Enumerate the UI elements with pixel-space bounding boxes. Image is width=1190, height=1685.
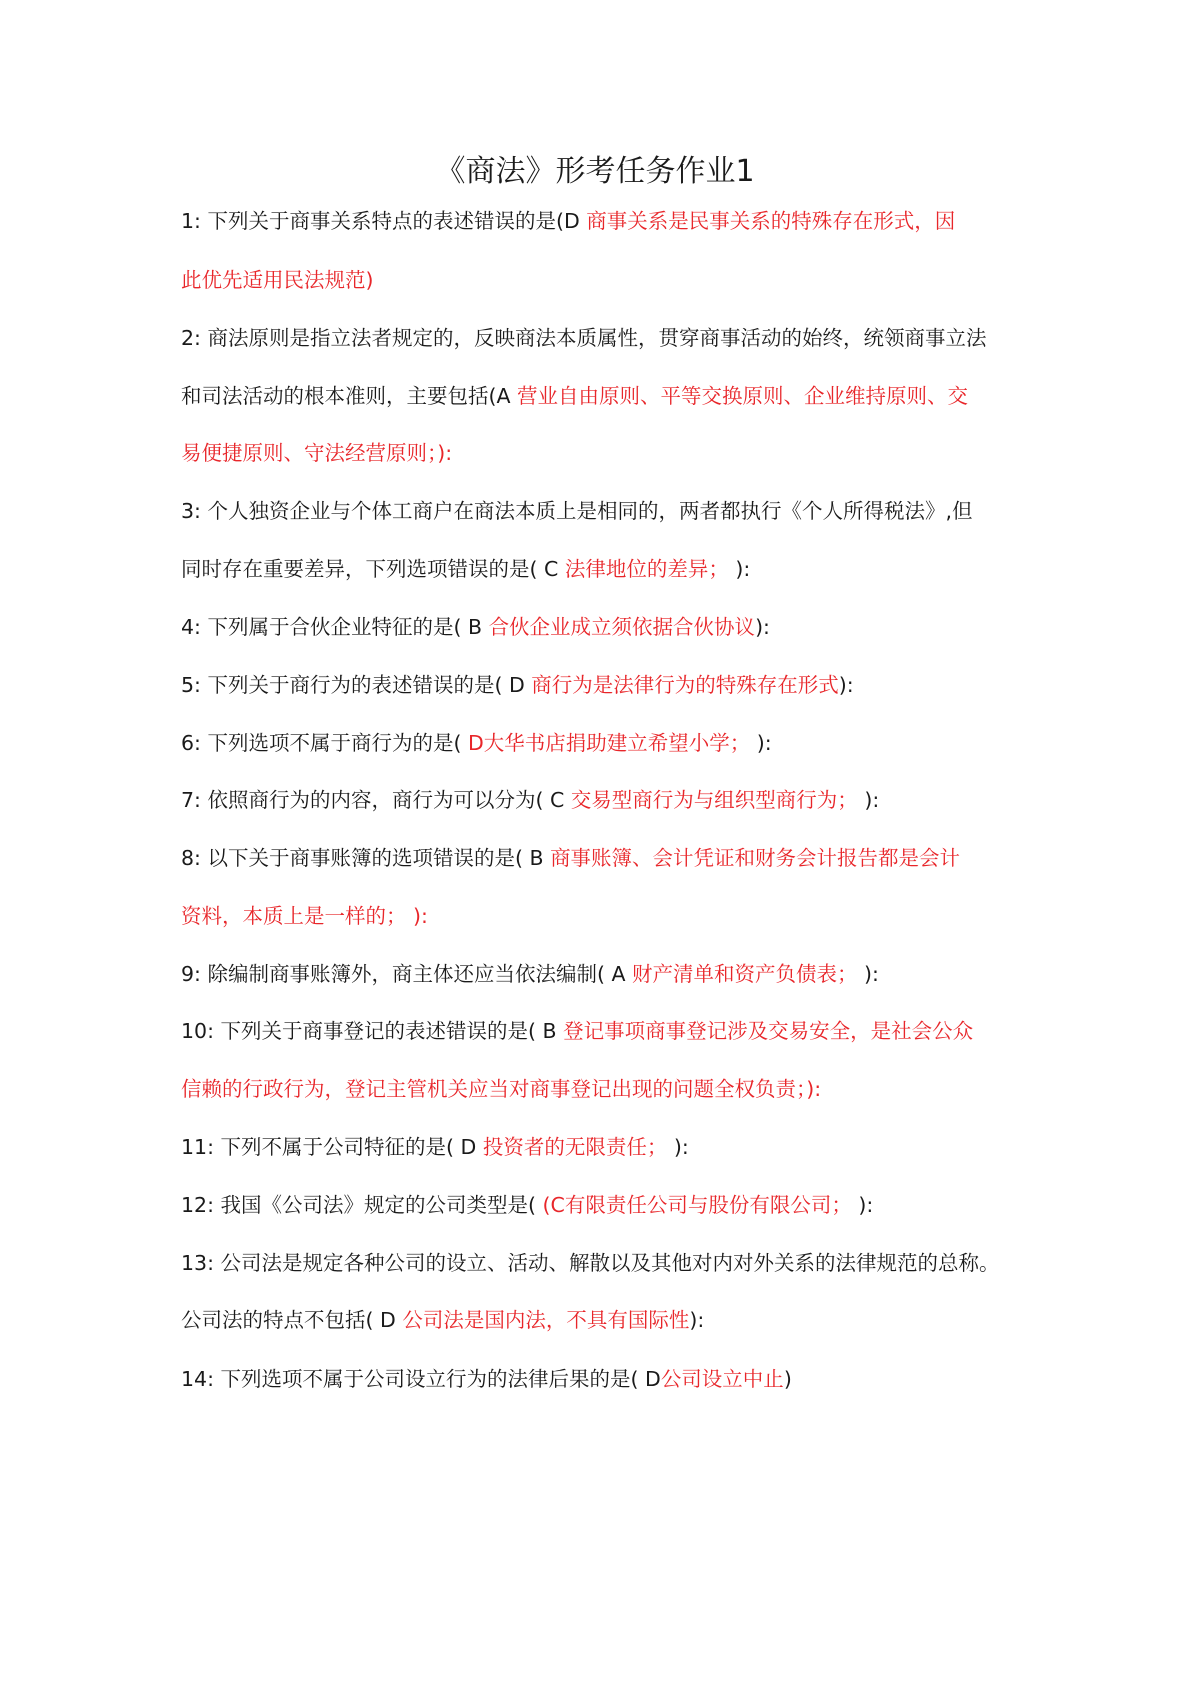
question-tail: ): (755, 615, 770, 639)
question-7 (181, 784, 1041, 816)
question-3-line-1 (181, 495, 1041, 527)
question-text: 13: 公司法是规定各种公司的设立、活动、解散以及其他对内对外关系的法律规范的总称。 (181, 1251, 1000, 1275)
question-2-line-1 (181, 322, 1041, 354)
question-text: 10: 下列关于商事登记的表述错误的是( B (181, 1019, 564, 1043)
question-tail: ): (728, 557, 751, 581)
answer-text: 交易型商行为与组织型商行为； (570, 788, 858, 812)
question-tail: ): (750, 731, 772, 755)
answer-text: 公司设立中止 (660, 1367, 784, 1391)
answer-text: 资料，本质上是一样的； ): (181, 904, 428, 928)
question-1-line-2 (181, 264, 1041, 296)
answer-text: 公司法是国内法，不具有国际性 (402, 1308, 690, 1332)
question-10-line-1 (181, 1015, 1041, 1047)
question-text: 3: 个人独资企业与个体工商户在商法本质上是相同的，两者都执行《个人所得税法》,但 (181, 499, 973, 523)
answer-text: 商事关系是民事关系的特殊存在形式，因 (586, 209, 956, 233)
question-13-line-1 (181, 1247, 1041, 1279)
question-tail: ): (857, 962, 879, 986)
question-text: 4: 下列属于合伙企业特征的是( B (181, 615, 489, 639)
answer-text: 商行为是法律行为的特殊存在形式 (531, 673, 839, 697)
question-tail: ): (689, 1308, 705, 1332)
question-9 (181, 958, 1041, 990)
question-12 (181, 1189, 1041, 1221)
answer-text: 财产清单和资产负债表； (632, 962, 858, 986)
question-6 (181, 727, 1041, 759)
question-5 (181, 669, 1041, 701)
question-text: 同时存在重要差异，下列选项错误的是( C (181, 557, 565, 581)
question-tail: ): (851, 1193, 874, 1217)
answer-text: 营业自由原则、平等交换原则、企业维持原则、交 (517, 384, 969, 408)
question-14 (181, 1363, 1041, 1395)
answer-text: 投资者的无限责任； (482, 1135, 668, 1159)
answer-text: 商事账簿、会计凭证和财务会计报告都是会计 (550, 846, 961, 870)
question-text: 12: 我国《公司法》规定的公司类型是( (181, 1193, 543, 1217)
answer-text: 信赖的行政行为，登记主管机关应当对商事登记出现的问题全权负责；): (181, 1077, 822, 1101)
question-text: 公司法的特点不包括( D (181, 1308, 403, 1332)
question-text: 7: 依照商行为的内容，商行为可以分为( C (181, 788, 571, 812)
question-text: 和司法活动的根本准则，主要包括(A (181, 384, 518, 408)
document-title: 《商法》形考任务作业1 (435, 154, 755, 189)
question-text: 11: 下列不属于公司特征的是( D (181, 1135, 483, 1159)
question-text: 8: 以下关于商事账簿的选项错误的是( B (181, 846, 551, 870)
answer-text: 合伙企业成立须依据合伙协议 (488, 615, 756, 639)
question-8-line-2 (181, 900, 1041, 932)
question-2-line-3 (181, 437, 1041, 469)
question-3-line-2 (181, 553, 1041, 585)
question-tail: ): (857, 788, 880, 812)
question-8-line-1 (181, 842, 1041, 874)
question-text: 5: 下列关于商行为的表述错误的是( D (181, 673, 532, 697)
question-13-line-2 (181, 1304, 1041, 1336)
question-text: 1: 下列关于商事关系特点的表述错误的是(D (181, 209, 587, 233)
answer-text: 易便捷原则、守法经营原则；): (181, 441, 453, 465)
question-text: 9: 除编制商事账簿外，商主体还应当依法编制( A (181, 962, 633, 986)
question-text: 2: 商法原则是指立法者规定的，反映商法本质属性，贯穿商事活动的始终，统领商事立法 (181, 326, 987, 350)
answer-text: 法律地位的差异； (564, 557, 729, 581)
question-text: 14: 下列选项不属于公司设立行为的法律后果的是( D (181, 1367, 661, 1391)
question-4 (181, 611, 1041, 643)
answer-text: D大华书店捐助建立希望小学； (467, 731, 751, 755)
answer-text: (C有限责任公司与股份有限公司； (542, 1193, 852, 1217)
question-tail: ) (783, 1367, 792, 1391)
question-text: 6: 下列选项不属于商行为的是( (181, 731, 468, 755)
question-11 (181, 1131, 1041, 1163)
question-tail: ): (838, 673, 854, 697)
question-10-line-2 (181, 1073, 1041, 1105)
question-2-line-2 (181, 380, 1041, 412)
question-1-line-1 (181, 205, 1041, 237)
question-tail: ): (667, 1135, 689, 1159)
answer-text: 登记事项商事登记涉及交易安全，是社会公众 (563, 1019, 974, 1043)
answer-text: 此优先适用民法规范) (181, 268, 374, 292)
